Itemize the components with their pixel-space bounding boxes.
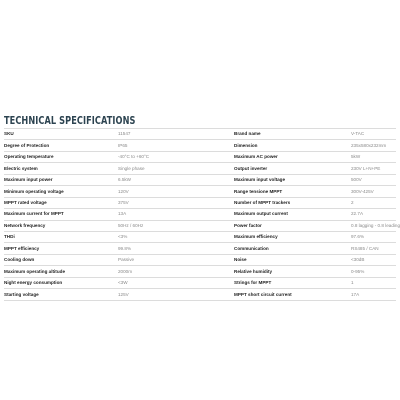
spec-label: Maximum input power <box>4 177 53 183</box>
spec-value: 230V L+N+PE <box>351 165 381 171</box>
spec-label: Strings for MPPT <box>234 280 272 286</box>
spec-label: Output inverter <box>234 165 268 171</box>
spec-label: MPPT efficiency <box>4 245 40 251</box>
spec-label: Maximum efficiency <box>234 234 278 240</box>
spec-value: 13A <box>118 211 127 217</box>
spec-label: Dimension <box>234 142 258 148</box>
spec-value: RS485 / CAN <box>351 245 379 251</box>
table-row <box>4 232 396 243</box>
spec-label: Electric system <box>4 165 38 171</box>
table-row <box>4 255 396 266</box>
spec-label: Night energy consumption <box>4 280 63 286</box>
spec-value: 0-95% <box>351 268 365 274</box>
spec-label: Number of MPPT trackers <box>234 200 291 206</box>
table-row <box>4 152 396 163</box>
table-row <box>4 209 396 220</box>
spec-label: Maximum current for MPPT <box>4 211 64 217</box>
spec-value: IP65 <box>118 142 128 148</box>
table-row <box>4 186 396 197</box>
specifications-table <box>4 128 400 301</box>
spec-value: 99.8% <box>118 245 132 251</box>
spec-value: 22.7A <box>351 211 364 217</box>
spec-label: THDi <box>4 234 15 240</box>
spec-label: Degree of Protection <box>4 142 50 148</box>
spec-label: Network frequency <box>4 222 46 228</box>
table-row <box>4 198 396 209</box>
table-row <box>4 175 396 186</box>
spec-label: SKU <box>4 131 14 137</box>
spec-value: 50Hz / 60Hz <box>118 222 144 228</box>
spec-value: V-TAC <box>351 131 365 137</box>
spec-value: 2 <box>351 200 354 206</box>
spec-value: <30dB <box>351 257 365 263</box>
spec-value: 11547 <box>118 131 131 137</box>
spec-label: Operating temperature <box>4 154 54 160</box>
spec-label: Noise <box>234 257 247 263</box>
table-row <box>4 163 396 174</box>
spec-value: 17A <box>351 291 360 297</box>
spec-label: MPPT short circuit current <box>234 291 292 297</box>
spec-label: Minimum operating voltage <box>4 188 64 194</box>
spec-value: 375V <box>118 200 129 206</box>
spec-value: 97.6% <box>351 234 365 240</box>
page-title: TECHNICAL SPECIFICATIONS <box>4 115 136 127</box>
spec-value: 1 <box>351 280 354 286</box>
spec-value: 5kW <box>351 154 361 160</box>
spec-label: Brand name <box>234 131 261 137</box>
spec-label: Maximum output current <box>234 211 288 217</box>
spec-value: Passive <box>118 257 135 263</box>
spec-value: <3W <box>118 280 128 286</box>
spec-label: MPPT rated voltage <box>4 200 47 206</box>
spec-label: Cooling down <box>4 257 35 263</box>
spec-label: Maximum input voltage <box>234 177 286 183</box>
table-row <box>4 140 396 151</box>
spec-value: 300V-425V <box>351 188 374 194</box>
spec-label: Power factor <box>234 222 262 228</box>
table-row <box>4 289 396 300</box>
spec-label: Range tensione MPPT <box>234 188 283 194</box>
spec-label: Maximum operating altitude <box>4 268 66 274</box>
table-row <box>4 243 396 254</box>
spec-value: <3% <box>118 234 128 240</box>
spec-label: Maximum AC power <box>234 154 278 160</box>
spec-label: Relative humidity <box>234 268 273 274</box>
spec-label: Communication <box>234 245 269 251</box>
spec-value: -40°C to +60°C <box>118 154 150 160</box>
spec-value: 235x580x232mm <box>351 142 387 148</box>
table-row <box>4 266 396 277</box>
spec-value: 500V <box>351 177 362 183</box>
table-row <box>4 221 400 232</box>
spec-value: 125V <box>118 291 129 297</box>
spec-value: 6.5kW <box>118 177 132 183</box>
spec-value: 120V <box>118 188 129 194</box>
spec-label: Starting voltage <box>4 291 39 297</box>
table-row <box>4 278 396 289</box>
spec-value: 0.8 lagging - 0.8 leading <box>351 222 400 228</box>
table-row <box>4 128 396 140</box>
spec-value: Single phase <box>118 165 145 171</box>
spec-value: 2000m <box>118 268 133 274</box>
